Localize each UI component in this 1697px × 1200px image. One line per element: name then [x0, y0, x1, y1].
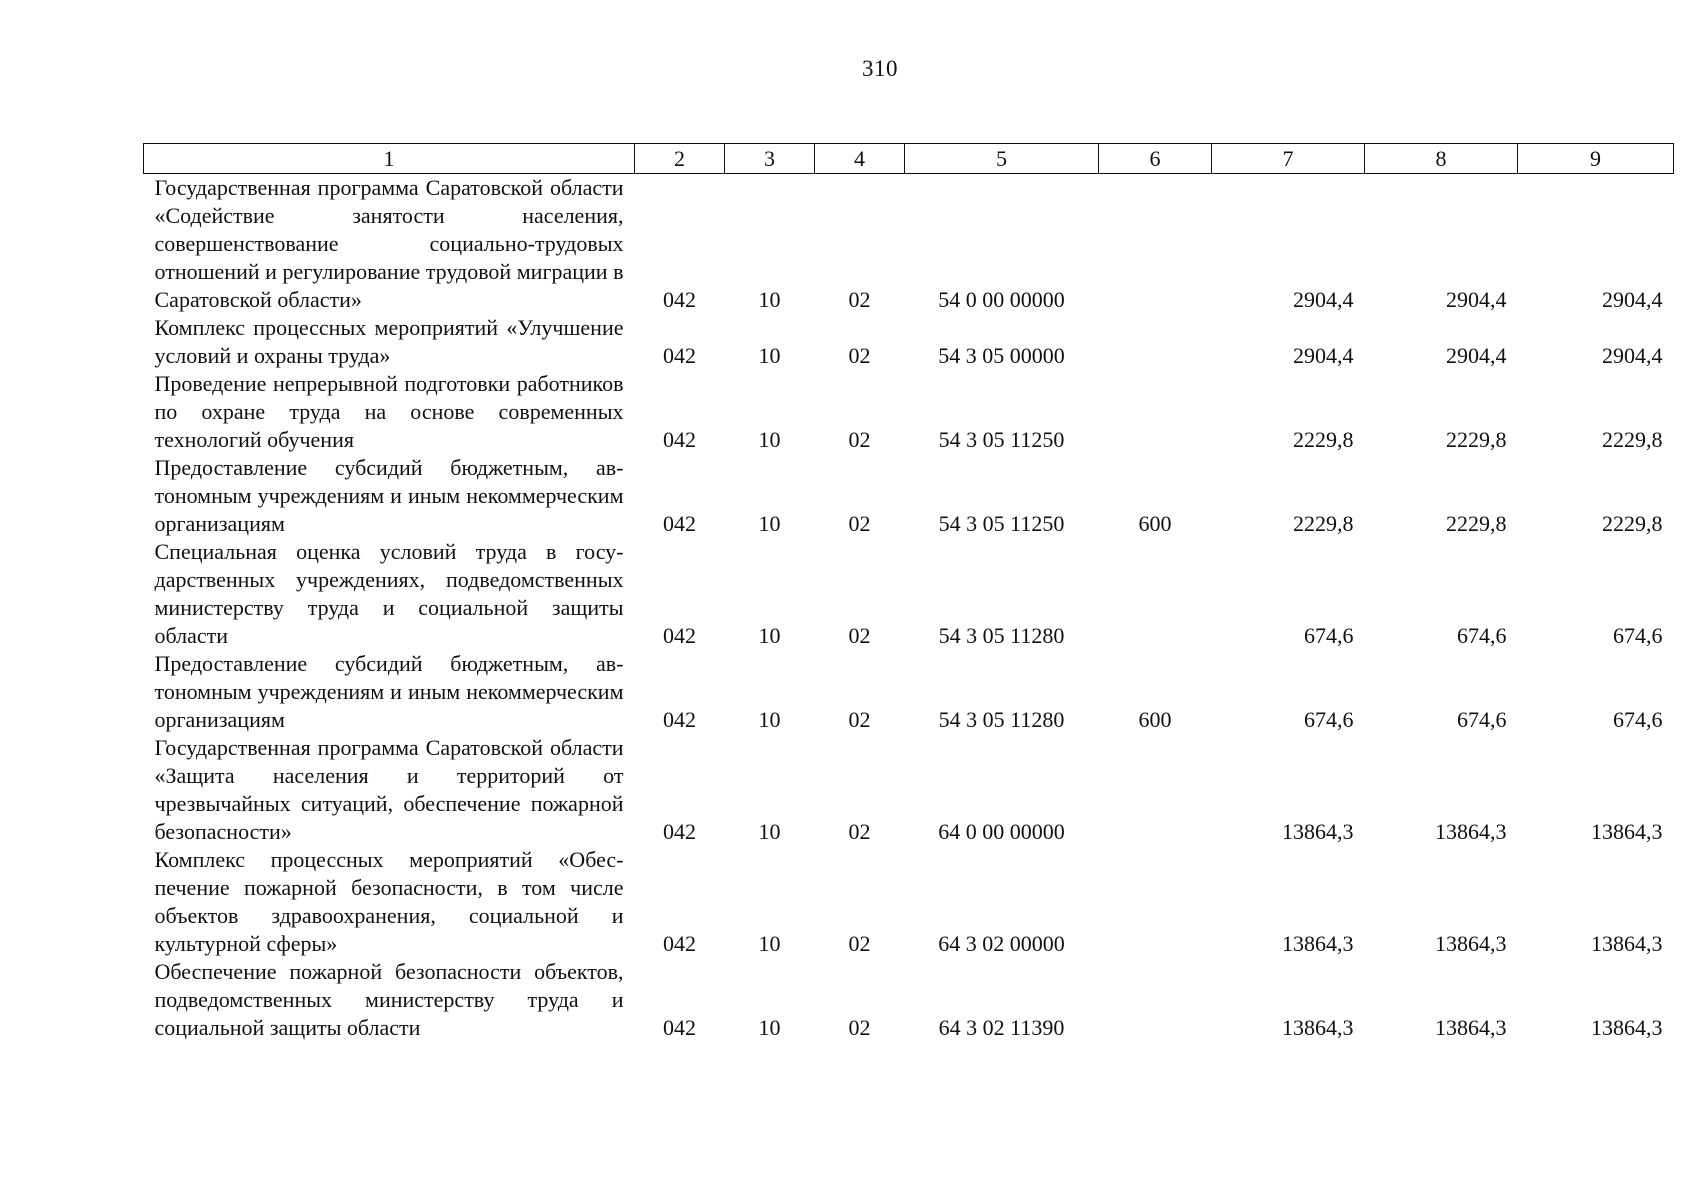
row-amount-col9: 13864,3 [1591, 1015, 1663, 1040]
table-row [144, 174, 1674, 315]
row-subsection-code: 02 [848, 623, 871, 648]
table-body [144, 174, 1674, 1043]
header-col-8: 8 [1365, 144, 1518, 174]
row-expense-type [1099, 314, 1212, 370]
table-row [144, 314, 1674, 370]
header-col-9: 9 [1518, 144, 1674, 174]
header-col-6: 6 [1099, 144, 1212, 174]
row-expense-type [1099, 174, 1212, 315]
row-amount-col8: 674,6 [1457, 707, 1507, 732]
row-amount-col7: 2904,4 [1293, 287, 1354, 312]
row-amount-col7: 13864,3 [1282, 931, 1354, 956]
header-col-1: 1 [144, 144, 635, 174]
row-amount-col8: 2229,8 [1446, 511, 1507, 536]
row-expense-type [1099, 846, 1212, 958]
row-amount-col9: 2904,4 [1602, 343, 1663, 368]
row-target-article: 54 3 05 11280 [938, 707, 1065, 732]
page-number: 310 [862, 56, 898, 81]
table-row [144, 454, 1674, 538]
row-ministry-code: 042 [663, 931, 696, 956]
row-subsection-code: 02 [848, 931, 871, 956]
row-amount-col7: 2229,8 [1293, 511, 1354, 536]
row-subsection-code: 02 [848, 707, 871, 732]
row-name: Государственная программа Саратовской области «Защита населения и территорий от чрезвычайных ситуаций, обеспечение пожарной безопасности» [154, 735, 624, 844]
row-section-code: 10 [758, 427, 781, 452]
table-row [144, 958, 1674, 1042]
row-ministry-code: 042 [663, 819, 696, 844]
row-amount-col7: 674,6 [1304, 623, 1354, 648]
row-section-code: 10 [758, 707, 781, 732]
row-section-code: 10 [758, 931, 781, 956]
row-amount-col8: 2904,4 [1446, 287, 1507, 312]
table-header [144, 144, 1674, 174]
row-section-code: 10 [758, 819, 781, 844]
row-name: Специальная оценка условий труда в государственных учреждениях, подведомственных министерству труда и социальной защиты области [154, 539, 624, 648]
row-amount-col9: 13864,3 [1591, 931, 1663, 956]
table-row [144, 370, 1674, 454]
row-target-article: 64 3 02 11390 [938, 1015, 1065, 1040]
row-target-article: 54 3 05 11280 [938, 623, 1065, 648]
row-name: Обеспечение пожарной безопасности объектов, подведомственных министерству труда и социальной защиты области [154, 959, 624, 1040]
row-target-article: 54 3 05 11250 [938, 427, 1065, 452]
row-amount-col8: 2229,8 [1446, 427, 1507, 452]
row-amount-col8: 674,6 [1457, 623, 1507, 648]
row-expense-type: 600 [1138, 511, 1172, 536]
row-amount-col7: 2904,4 [1293, 343, 1354, 368]
row-target-article: 54 3 05 00000 [938, 343, 1065, 368]
row-subsection-code: 02 [848, 343, 871, 368]
row-ministry-code: 042 [663, 287, 696, 312]
row-amount-col7: 13864,3 [1282, 1015, 1354, 1040]
row-amount-col9: 674,6 [1613, 707, 1663, 732]
row-amount-col8: 13864,3 [1435, 819, 1507, 844]
row-amount-col9: 2904,4 [1602, 287, 1663, 312]
row-ministry-code: 042 [663, 623, 696, 648]
row-section-code: 10 [758, 343, 781, 368]
row-subsection-code: 02 [848, 819, 871, 844]
row-amount-col9: 2229,8 [1602, 511, 1663, 536]
row-expense-type: 600 [1138, 707, 1172, 732]
header-col-4: 4 [815, 144, 905, 174]
row-ministry-code: 042 [663, 1015, 696, 1040]
row-subsection-code: 02 [848, 1015, 871, 1040]
budget-table [143, 143, 1674, 1042]
row-name: Государственная программа Саратовской области «Содействие занятости населения, совершенствование социально-трудовых отношений и регулирование трудовой миграции в Саратовской области» [154, 175, 624, 312]
table-row [144, 650, 1674, 734]
header-col-3: 3 [725, 144, 815, 174]
table-row [144, 538, 1674, 650]
row-ministry-code: 042 [663, 427, 696, 452]
row-section-code: 10 [758, 511, 781, 536]
row-subsection-code: 02 [848, 287, 871, 312]
row-ministry-code: 042 [663, 343, 696, 368]
row-target-article: 64 3 02 00000 [938, 931, 1065, 956]
table-row [144, 846, 1674, 958]
row-amount-col9: 2229,8 [1602, 427, 1663, 452]
row-ministry-code: 042 [663, 707, 696, 732]
row-amount-col7: 2229,8 [1293, 427, 1354, 452]
row-amount-col9: 674,6 [1613, 623, 1663, 648]
row-amount-col9: 13864,3 [1591, 819, 1663, 844]
row-target-article: 54 3 05 11250 [938, 511, 1065, 536]
header-col-7: 7 [1212, 144, 1365, 174]
row-name: Предоставление субсидий бюджетным, автономным учреждениям и иным некоммерческим организациям [154, 455, 624, 536]
row-section-code: 10 [758, 623, 781, 648]
row-subsection-code: 02 [848, 511, 871, 536]
row-name: Комплекс процессных мероприятий «Обеспечение пожарной безопасности, в том числе объектов здравоохранения, социальной и культурной сферы» [154, 847, 624, 956]
row-expense-type [1099, 370, 1212, 454]
row-amount-col8: 13864,3 [1435, 1015, 1507, 1040]
row-ministry-code: 042 [663, 511, 696, 536]
row-target-article: 64 0 00 00000 [938, 819, 1065, 844]
row-amount-col7: 13864,3 [1282, 819, 1354, 844]
row-name: Проведение непрерывной подготовки работников по охране труда на основе современных технологий обучения [154, 371, 624, 452]
row-name: Комплекс процессных мероприятий «Улучшение условий и охраны труда» [154, 315, 624, 368]
header-col-5: 5 [905, 144, 1099, 174]
row-name: Предоставление субсидий бюджетным, автономным учреждениям и иным некоммерческим организациям [154, 651, 624, 732]
row-amount-col8: 13864,3 [1435, 931, 1507, 956]
row-section-code: 10 [758, 287, 781, 312]
table-row [144, 734, 1674, 846]
row-amount-col7: 674,6 [1304, 707, 1354, 732]
header-row [144, 144, 1674, 174]
row-target-article: 54 0 00 00000 [938, 287, 1065, 312]
row-subsection-code: 02 [848, 427, 871, 452]
header-col-2: 2 [635, 144, 725, 174]
row-expense-type [1099, 538, 1212, 650]
row-expense-type [1099, 734, 1212, 846]
row-expense-type [1099, 958, 1212, 1042]
row-amount-col8: 2904,4 [1446, 343, 1507, 368]
row-section-code: 10 [758, 1015, 781, 1040]
